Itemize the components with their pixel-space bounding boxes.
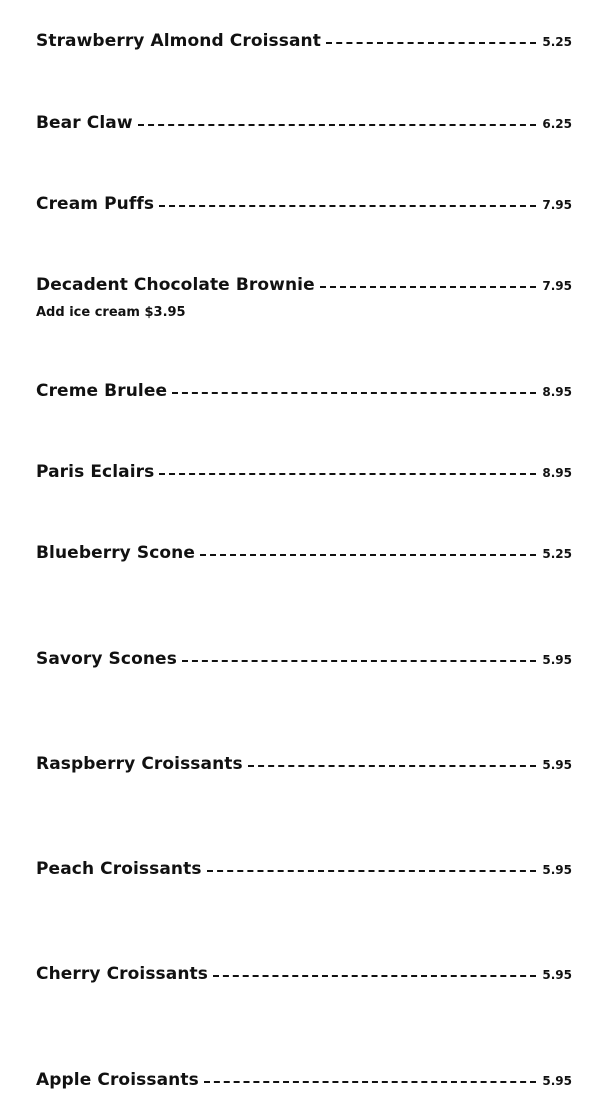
dotted-leader bbox=[138, 124, 537, 126]
menu-item-line bbox=[36, 1070, 572, 1096]
menu-item-price: 6.25 bbox=[542, 117, 572, 131]
menu-item-name: Raspberry Croissants bbox=[36, 754, 243, 774]
menu-item-line bbox=[36, 381, 572, 407]
dotted-leader bbox=[182, 660, 536, 662]
menu-item-line bbox=[36, 462, 572, 488]
menu-item-line bbox=[36, 31, 572, 57]
menu-item bbox=[36, 859, 572, 885]
menu-item bbox=[36, 381, 572, 407]
dotted-leader bbox=[200, 554, 536, 556]
menu-item-line bbox=[36, 964, 572, 990]
dotted-leader bbox=[213, 975, 536, 977]
menu-item-price: 7.95 bbox=[542, 198, 572, 212]
dotted-leader bbox=[320, 286, 537, 288]
dotted-leader bbox=[207, 870, 537, 872]
menu-item-name: Bear Claw bbox=[36, 113, 133, 133]
menu-item-name: Blueberry Scone bbox=[36, 543, 196, 563]
dotted-leader bbox=[159, 473, 536, 475]
menu-item-price: 5.25 bbox=[542, 35, 572, 49]
dotted-leader bbox=[172, 392, 536, 394]
menu-item-price: 5.95 bbox=[542, 968, 572, 982]
menu-item-price: 5.95 bbox=[542, 758, 572, 772]
menu-item-name: Apple Croissants bbox=[36, 1070, 199, 1090]
menu-item-name: Decadent Chocolate Brownie bbox=[36, 275, 315, 295]
dotted-leader bbox=[159, 205, 536, 207]
menu-item bbox=[36, 194, 572, 220]
menu-item-name: Creme Brulee bbox=[36, 381, 168, 401]
menu-item-line bbox=[36, 194, 572, 220]
menu-item-line bbox=[36, 113, 572, 139]
menu-item-price: 5.95 bbox=[542, 653, 572, 667]
menu-item bbox=[36, 964, 572, 990]
menu-item bbox=[36, 462, 572, 488]
menu-item-line bbox=[36, 754, 572, 780]
menu-item bbox=[36, 275, 572, 320]
dotted-leader bbox=[248, 765, 537, 767]
dotted-leader bbox=[204, 1081, 537, 1083]
dotted-leader bbox=[326, 42, 536, 44]
menu-item-price: 5.95 bbox=[542, 863, 572, 877]
menu-item-name: Savory Scones bbox=[36, 649, 177, 669]
menu-item-price: 7.95 bbox=[542, 279, 572, 293]
menu-item bbox=[36, 754, 572, 780]
menu-item-name: Cherry Croissants bbox=[36, 964, 208, 984]
menu-item-name: Peach Croissants bbox=[36, 859, 202, 879]
menu-item-line bbox=[36, 543, 572, 569]
menu-item-price: 8.95 bbox=[542, 385, 572, 399]
menu-item-line bbox=[36, 859, 572, 885]
menu-item bbox=[36, 113, 572, 139]
menu-item-note: Add ice cream $3.95 bbox=[36, 305, 186, 320]
menu-item-price: 8.95 bbox=[542, 466, 572, 480]
menu-item-name: Strawberry Almond Croissant bbox=[36, 31, 321, 51]
menu-item-line bbox=[36, 649, 572, 675]
menu-item bbox=[36, 543, 572, 569]
menu-item bbox=[36, 1070, 572, 1096]
menu-item-name: Paris Eclairs bbox=[36, 462, 155, 482]
menu-item-price: 5.25 bbox=[542, 547, 572, 561]
menu-item bbox=[36, 649, 572, 675]
menu-item-line bbox=[36, 275, 572, 301]
menu-item-price: 5.95 bbox=[542, 1074, 572, 1088]
menu-item bbox=[36, 31, 572, 57]
menu-item-name: Cream Puffs bbox=[36, 194, 155, 214]
